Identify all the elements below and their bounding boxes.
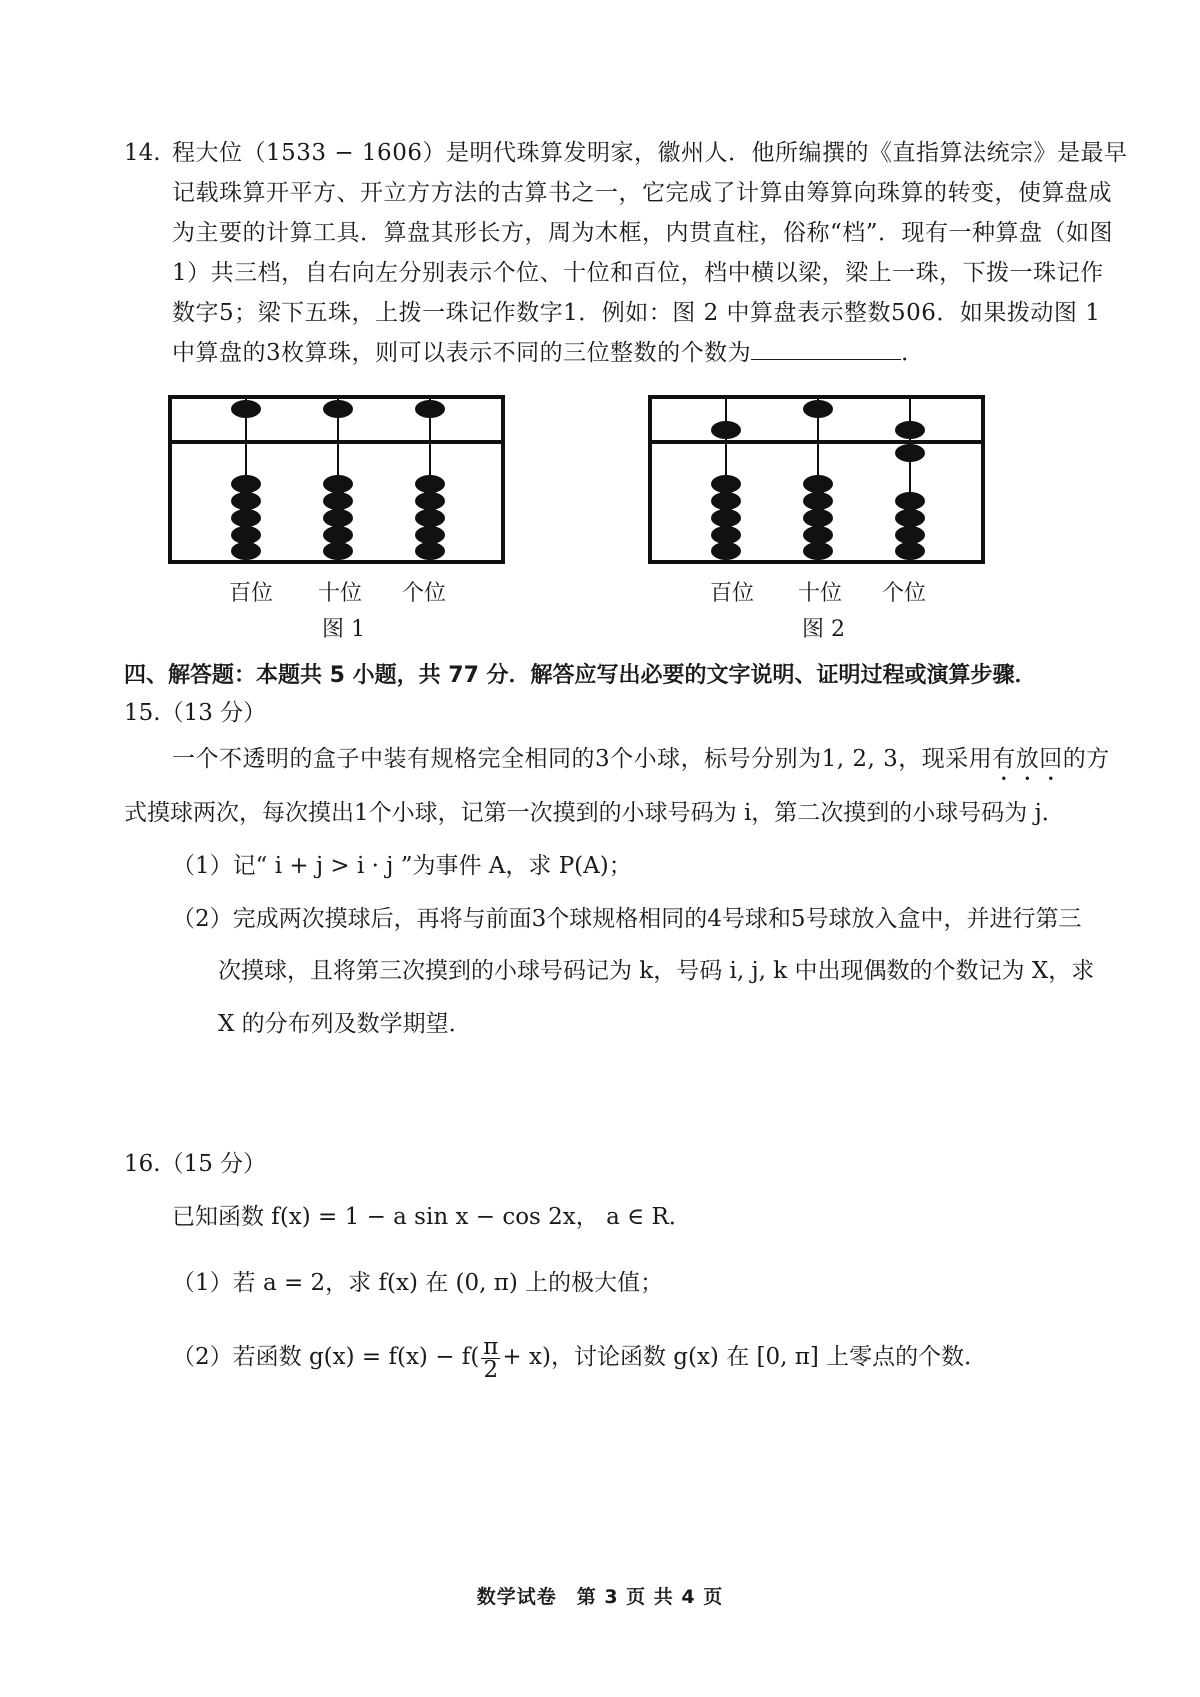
q16-line-1: 已知函数 f(x) = 1 − a sin x − cos 2x， a ∈ R． — [172, 1204, 692, 1230]
abacus-1-lower-beads — [231, 475, 445, 560]
q15-emphasis: 有放回 — [992, 746, 1063, 772]
q15-part-2-line-2: 次摸球，且将第三次摸到的小球号码记为 k，号码 i, j, k 中出现偶数的个数记为 X，求 — [218, 958, 1095, 984]
fig2-label-hundreds: 百位 — [710, 581, 755, 606]
q15-line-1b: 的方 — [1062, 746, 1110, 772]
q14-line-6-text: 中算盘的3枚算珠，则可以表示不同的三位整数的个数为 — [172, 340, 752, 366]
q15-line-1 — [172, 743, 1110, 786]
q16-part-2a: （2）若函数 g(x) = f(x) − f( — [172, 1344, 480, 1370]
q14-number: 14. — [124, 140, 161, 166]
q14-line-5: 数字5；梁下五珠，上拨一珠记作数字1．例如：图 2 中算盘表示整数506．如果拨动图 1 — [172, 300, 1101, 326]
abacus-2-svg — [648, 395, 988, 567]
fig1-label-ones: 个位 — [402, 581, 447, 606]
q15-header: 15.（13 分） — [124, 700, 267, 726]
q15-line-2: 式摸球两次，每次摸出1个小球，记第一次摸到的小球号码为 i，第二次摸到的小球号码为 j． — [124, 800, 1065, 826]
q16-header: 16.（15 分） — [124, 1151, 267, 1177]
q16-part-2b: + x)，讨论函数 g(x) 在 [0, π] 上零点的个数． — [502, 1344, 988, 1370]
section-4-title: 四、解答题：本题共 5 小题，共 77 分．解答应写出必要的文字说明、证明过程或演算步骤． — [124, 663, 1037, 688]
fig1-caption: 图 1 — [322, 617, 365, 642]
q15-part-2-line-3: X 的分布列及数学期望． — [218, 1011, 472, 1037]
fig2-caption: 图 2 — [802, 617, 845, 642]
abacus-figure-1 — [168, 395, 508, 571]
q14-line-3: 为主要的计算工具．算盘其形长方，周为木框，内贯直柱，俗称“档”．现有一种算盘（如图 — [172, 220, 1114, 246]
fraction-denominator: 2 — [483, 1356, 499, 1383]
q16-part-2 — [172, 1332, 987, 1382]
fig2-label-ones: 个位 — [882, 581, 927, 606]
q16-part-1: （1）若 a = 2，求 f(x) 在 (0, π) 上的极大值； — [172, 1270, 664, 1296]
q14-line-4: 1）共三档，自右向左分别表示个位、十位和百位，档中横以梁，梁上一珠，下拨一珠记作 — [172, 260, 1104, 286]
abacus-figure-2 — [648, 395, 988, 571]
fig2-label-tens: 十位 — [798, 581, 843, 606]
q15-part-1: （1）记“ i + j > i · j ”为事件 A，求 P(A)； — [172, 853, 632, 879]
q14-line-6 — [172, 337, 1082, 369]
fraction-numerator: π — [483, 1333, 499, 1360]
q14-line-2: 记载珠算开平方、开立方方法的古算书之一，它完成了计算由筹算向珠算的转变，使算盘成 — [172, 180, 1112, 206]
abacus-1-upper-beads — [231, 400, 445, 418]
pi-over-2-fraction — [481, 1333, 500, 1383]
q15-line-1a: 一个不透明的盒子中装有规格完全相同的3个小球，标号分别为1, 2, 3，现采用 — [172, 746, 993, 772]
fig1-label-tens: 十位 — [318, 581, 363, 606]
page-footer: 数学试卷 第 3 页 共 4 页 — [476, 1586, 724, 1608]
q14-line-1: 程大位（1533 − 1606）是明代珠算发明家，徽州人．他所编撰的《直指算法统宗》是最早 — [172, 140, 1128, 166]
q15-part-2-line-1: （2）完成两次摸球后，再将与前面3个球规格相同的4号球和5号球放入盒中，并进行第三 — [172, 906, 1082, 932]
abacus-1-svg — [168, 395, 508, 567]
q14-line-6-end: ． — [901, 340, 925, 366]
answer-blank[interactable] — [751, 337, 901, 360]
fig1-label-hundreds: 百位 — [229, 581, 274, 606]
